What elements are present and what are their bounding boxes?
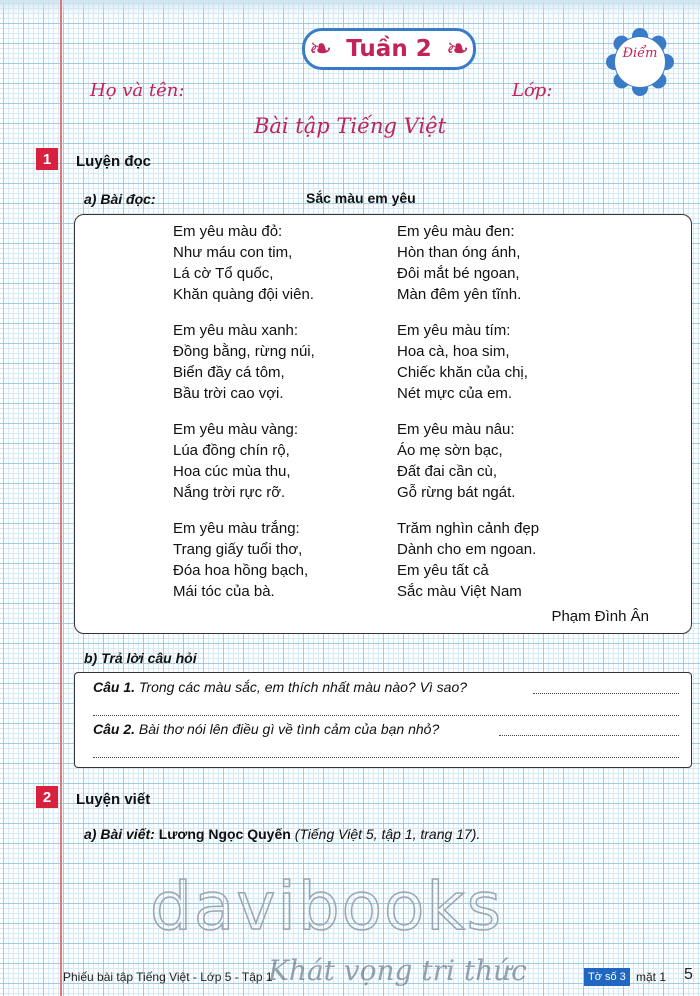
poem-stanza xyxy=(173,320,315,404)
poem-line: Hòn than óng ánh, xyxy=(397,244,521,261)
watermark-brand: davibooks xyxy=(150,868,503,945)
section-1-number: 1 xyxy=(36,148,58,170)
footer-title: Phiếu bài tập Tiếng Việt - Lớp 5 - Tập 1 xyxy=(63,970,273,984)
poem-line: Hoa cúc mùa thu, xyxy=(173,463,291,480)
poem-line: Đồng bằng, rừng núi, xyxy=(173,343,315,360)
writing-line xyxy=(84,826,480,842)
poem-line: Em yêu màu vàng: xyxy=(173,421,299,438)
poem-line: Bầu trời cao vợi. xyxy=(173,385,284,402)
poem-line: Màn đêm yên tĩnh. xyxy=(397,286,522,303)
margin-line xyxy=(60,0,62,996)
poem-line: Sắc màu Việt Nam xyxy=(397,583,522,600)
sheet-tag: Tờ số 3 xyxy=(584,968,630,986)
poem-line: Áo mẹ sờn bạc, xyxy=(397,442,503,459)
poem-stanza xyxy=(173,221,315,305)
class-label: Lớp: xyxy=(512,80,553,101)
poem-line: Em yêu màu tím: xyxy=(397,322,511,339)
poem-stanza xyxy=(397,419,539,503)
answer-1-line-a[interactable] xyxy=(533,693,679,694)
poem-stanza xyxy=(173,518,315,602)
poem-line: Em yêu màu đen: xyxy=(397,223,515,240)
page-number: 5 xyxy=(684,966,693,983)
poem-line: Lá cờ Tổ quốc, xyxy=(173,265,274,282)
name-label: Họ và tên: xyxy=(90,80,185,101)
poem-line: Em yêu màu nâu: xyxy=(397,421,515,438)
page-top-shade xyxy=(0,0,700,14)
poem-line: Biển đầy cá tôm, xyxy=(173,364,285,381)
poem-box xyxy=(74,214,692,634)
week-heading xyxy=(302,28,476,70)
poem-line: Trang giấy tuổi thơ, xyxy=(173,541,303,558)
poem-line: Em yêu tất cả xyxy=(397,562,489,579)
subject-title: Bài tập Tiếng Việt xyxy=(253,114,447,138)
poem-line: Đôi mắt bé ngoan, xyxy=(397,265,520,282)
poem-title: Sắc màu em yêu xyxy=(306,190,416,206)
poem-line: Gỗ rừng bát ngát. xyxy=(397,484,516,501)
poem-line: Mái tóc của bà. xyxy=(173,583,275,600)
qa-box xyxy=(74,672,692,768)
question-1 xyxy=(93,679,467,695)
poem-stanza xyxy=(397,320,539,404)
score-badge-icon xyxy=(606,28,674,96)
poem-line: Em yêu màu đỏ: xyxy=(173,223,283,240)
poem-line: Dành cho em ngoan. xyxy=(397,541,537,558)
sheet-side: mặt 1 xyxy=(636,970,667,984)
section-2-title: Luyện viết xyxy=(76,791,151,808)
poem-author: Phạm Đình Ân xyxy=(551,608,649,625)
poem-stanza xyxy=(173,419,315,503)
poem-line: Đóa hoa hồng bạch, xyxy=(173,562,309,579)
reading-label: a) Bài đọc: xyxy=(84,191,156,207)
poem-line: Nắng trời rực rỡ. xyxy=(173,484,286,501)
question-1-text: Trong các màu sắc, em thích nhất màu nào? Vì sao? xyxy=(138,679,468,695)
writing-label: a) Bài viết: xyxy=(84,826,155,842)
question-2 xyxy=(93,721,439,737)
answer-label: b) Trả lời câu hỏi xyxy=(84,650,197,666)
question-1-label: Câu 1. xyxy=(93,679,136,695)
writing-source: (Tiếng Việt 5, tập 1, trang 17). xyxy=(294,826,481,842)
poem-line: Em yêu màu trắng: xyxy=(173,520,300,537)
score-label: Điểm xyxy=(622,46,658,61)
poem-line: Em yêu màu xanh: xyxy=(173,322,299,339)
answer-2-line-b[interactable] xyxy=(93,757,679,758)
poem-line: Như máu con tim, xyxy=(173,244,293,261)
poem-line: Khăn quàng đội viên. xyxy=(173,286,314,303)
poem-line: Trăm nghìn cảnh đẹp xyxy=(397,520,540,537)
week-title: Tuần 2 xyxy=(346,36,432,62)
question-2-label: Câu 2. xyxy=(93,721,136,737)
poem-stanza xyxy=(397,518,539,602)
poem-line: Nét mực của em. xyxy=(397,385,513,402)
poem-line: Lúa đồng chín rộ, xyxy=(173,442,290,459)
poem-line: Chiếc khăn của chị, xyxy=(397,364,528,381)
writing-title: Lương Ngọc Quyến xyxy=(158,826,291,842)
answer-2-line-a[interactable] xyxy=(499,735,679,736)
poem-stanza xyxy=(397,221,539,305)
poem-right-column xyxy=(397,221,539,617)
question-2-text: Bài thơ nói lên điều gì về tình cảm của bạn nhỏ? xyxy=(138,721,440,737)
poem-line: Hoa cà, hoa sim, xyxy=(397,343,510,360)
section-1-title: Luyện đọc xyxy=(76,153,152,170)
section-2-number: 2 xyxy=(36,786,58,808)
right-swirl-icon: ❧ xyxy=(445,32,470,65)
poem-line: Đất đai cần cù, xyxy=(397,463,498,480)
poem-left-column xyxy=(173,221,315,617)
left-swirl-icon: ❧ xyxy=(308,32,333,65)
answer-1-line-b[interactable] xyxy=(93,715,679,716)
watermark-slogan: Khát vọng tri thức xyxy=(268,954,527,987)
